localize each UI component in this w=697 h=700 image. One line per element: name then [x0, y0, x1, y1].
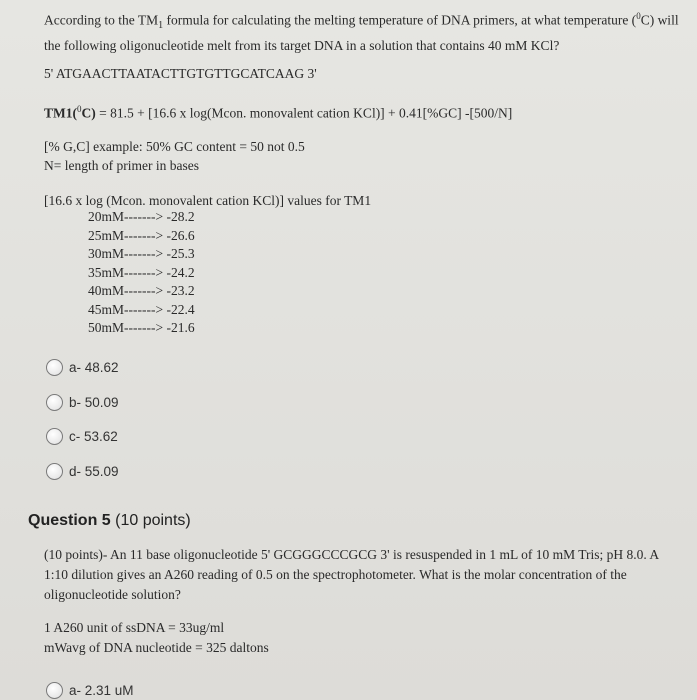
n-definition: N= length of primer in bases — [44, 158, 199, 173]
tm-formula: TM1($^0$C) = 81.5 + [16.6 x log(Mcon. monovalent cation KCl)] + 0.41[%GC] -[500/N] — [44, 104, 513, 121]
option-a-label: a- 48.62 — [69, 360, 119, 375]
kcl-value-table — [88, 208, 195, 338]
option-c-label: c- 53.62 — [69, 429, 118, 444]
a260-unit-info: 1 A260 unit of ssDNA = 33ug/ml — [44, 620, 225, 635]
radio-icon[interactable] — [46, 394, 63, 411]
table-row: 20mM-------> -28.2 — [88, 209, 195, 224]
option-c-radio[interactable] — [46, 428, 118, 445]
table-row: 35mM-------> -24.2 — [88, 264, 195, 280]
option-b-radio[interactable] — [46, 394, 119, 411]
radio-icon[interactable] — [46, 359, 63, 376]
table-row: 30mM-------> -25.3 — [88, 246, 195, 261]
option-d-radio[interactable] — [46, 463, 119, 480]
q5-option-a-label: a- 2.31 uM — [69, 683, 134, 698]
question-4-text: According to the $TM_1$ formula for calculating the melting temperature of DNA primers, at what temperature ($^0$C) will the following oligonucleotide melt from its target DNA in a solution that contains 40 mM KCl? — [44, 11, 679, 54]
table-header: [16.6 x log (Mcon. monovalent cation KCl)] values for TM1 — [44, 193, 372, 208]
table-row: 50mM-------> -21.6 — [88, 320, 195, 335]
dna-sequence: 5' ATGAACTTAATACTTGTGTTGCATCAAG 3' — [44, 66, 317, 81]
radio-icon[interactable] — [46, 682, 63, 699]
question-5-text: (10 points)- An 11 base oligonucleotide 5' GCGGGCCCGCG 3' is resuspended in 1 mL of 10 mM Tris; pH 8.0. A 1:10 dilution gives an A260 reading of 0.5 on the spectrophotometer. What is the molar concentration of the oligonucleotide solution? — [44, 547, 659, 602]
question-5-title: Question 5 (10 points) — [28, 512, 191, 529]
option-a-radio[interactable] — [46, 359, 119, 376]
option-d-label: d- 55.09 — [69, 464, 119, 479]
q5-option-a-radio[interactable] — [46, 682, 134, 699]
table-row: 25mM-------> -26.6 — [88, 227, 195, 243]
nucleotide-weight-info: mWavg of DNA nucleotide = 325 daltons — [44, 640, 269, 655]
option-b-label: b- 50.09 — [69, 395, 119, 410]
radio-icon[interactable] — [46, 463, 63, 480]
radio-icon[interactable] — [46, 428, 63, 445]
table-row: 45mM-------> -22.4 — [88, 301, 195, 317]
gc-example: [% G,C] example: 50% GC content = 50 not 0.5 — [44, 139, 305, 154]
table-row: 40mM-------> -23.2 — [88, 283, 195, 298]
